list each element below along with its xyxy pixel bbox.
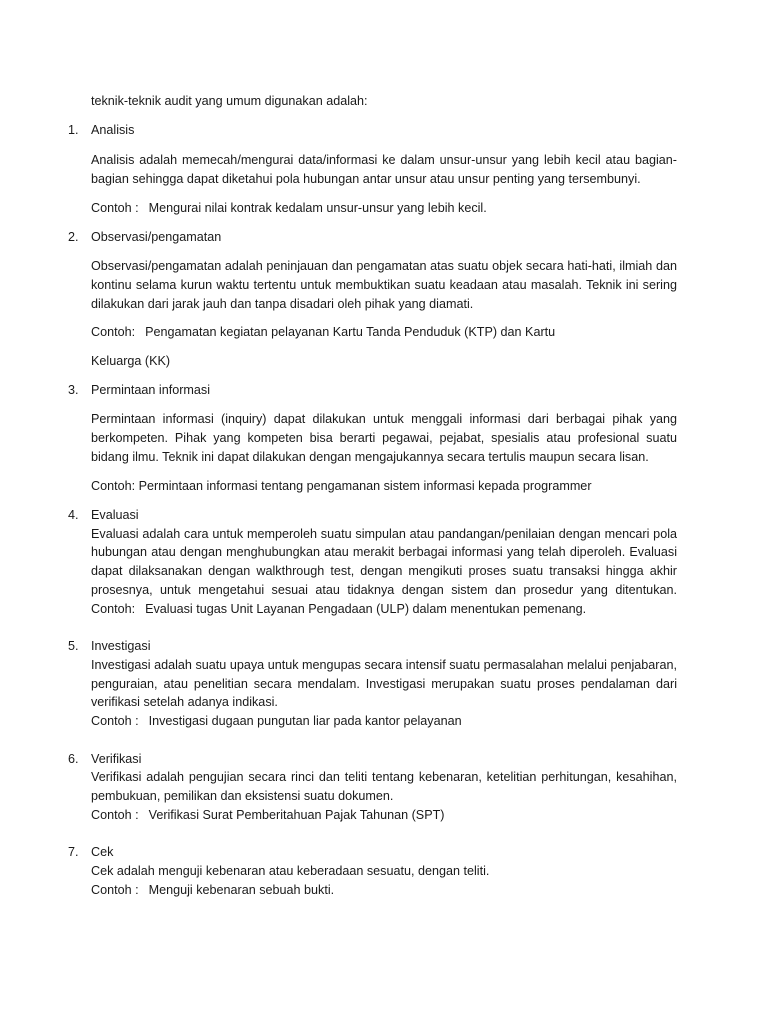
section-heading: Verifikasi	[91, 752, 142, 766]
example-line	[91, 712, 462, 731]
example-text: Menguji kebenaran sebuah bukti.	[148, 883, 335, 897]
paragraph-line: prosesnya, untuk mengetahui sesuai atau tidaknya dengan sistem dan prosedur yang ditentukan.	[91, 583, 677, 597]
example-label: Contoh :	[91, 714, 139, 728]
section-heading: Investigasi	[91, 639, 151, 653]
example-continuation: Keluarga (KK)	[91, 354, 171, 368]
example-label: Contoh:	[91, 325, 136, 339]
example-line	[91, 199, 487, 218]
example-text: Mengurai nilai kontrak kedalam unsur-unsur yang lebih kecil.	[148, 201, 487, 215]
example-line	[91, 600, 586, 619]
paragraph-line: kontinu selama kurun waktu tertentu untuk membuktikan suatu keadaan atau masalah. Teknik ini sering	[91, 278, 677, 292]
section-number: 3.	[68, 383, 79, 397]
example-label: Contoh:	[91, 602, 136, 616]
section-number: 6.	[68, 752, 79, 766]
example-label: Contoh :	[91, 883, 139, 897]
example-label: Contoh :	[91, 201, 139, 215]
paragraph-line: Permintaan informasi (inquiry) dapat dilakukan untuk menggali informasi dari berbagai pihak yang	[91, 412, 677, 426]
paragraph-line: hubungan atau dengan menghubungkan atau merakit berbagai informasi yang telah diperoleh. Evaluasi	[91, 545, 677, 559]
example-line	[91, 806, 445, 825]
example-text: Investigasi dugaan pungutan liar pada kantor pelayanan	[148, 714, 462, 728]
example-line	[91, 881, 334, 900]
paragraph-line: Cek adalah menguji kebenaran atau keberadaan sesuatu, dengan teliti.	[91, 864, 490, 878]
section-number: 4.	[68, 508, 79, 522]
section-heading: Observasi/pengamatan	[91, 230, 222, 244]
example-label: Contoh :	[91, 808, 139, 822]
example-line: Contoh: Permintaan informasi tentang pengamanan sistem informasi kepada programmer	[91, 479, 592, 493]
section-number: 2.	[68, 230, 79, 244]
example-text: Verifikasi Surat Pemberitahuan Pajak Tahunan (SPT)	[148, 808, 445, 822]
section-number: 1.	[68, 123, 79, 137]
intro-text: teknik-teknik audit yang umum digunakan adalah:	[91, 94, 368, 108]
example-line	[91, 323, 555, 342]
paragraph-line: bagian sehingga dapat diketahui pola hubungan antar unsur atau unsur penting yang tersembunyi.	[91, 172, 641, 186]
paragraph-line: pembukuan, pemilikan dan eksistensi suatu dokumen.	[91, 789, 394, 803]
paragraph-line: dapat dilaksanakan dengan walkthrough test, dengan mengikuti proses suatu transaksi hingga akhir	[91, 564, 677, 578]
paragraph-line: Investigasi adalah suatu upaya untuk mengupas secara intensif suatu permasalahan melalui penjabaran,	[91, 658, 677, 672]
paragraph-line: Evaluasi adalah cara untuk memperoleh suatu simpulan atau pandangan/penilaian dengan mencari pola	[91, 527, 677, 541]
paragraph-line: berkompeten. Pihak yang kompeten bisa berarti pegawai, pejabat, spesialis atau profesional suatu	[91, 431, 677, 445]
paragraph-line: verifikasi setelah adanya indikasi.	[91, 695, 278, 709]
section-heading: Permintaan informasi	[91, 383, 210, 397]
paragraph-line: penguraian, atau penelitian secara mendalam. Investigasi merupakan suatu proses pendalaman dari	[91, 677, 677, 691]
section-number: 7.	[68, 845, 79, 859]
paragraph-line: Verifikasi adalah pengujian secara rinci dan teliti tentang kebenaran, ketelitian perhitungan, kesahihan,	[91, 770, 677, 784]
paragraph-line: Observasi/pengamatan adalah peninjauan dan pengamatan atas suatu objek secara hati-hati, ilmiah dan	[91, 259, 677, 273]
paragraph-line: Analisis adalah memecah/mengurai data/informasi ke dalam unsur-unsur yang lebih kecil atau bagian-	[91, 153, 677, 167]
section-heading: Analisis	[91, 123, 135, 137]
section-number: 5.	[68, 639, 79, 653]
example-text: Pengamatan kegiatan pelayanan Kartu Tanda Penduduk (KTP) dan Kartu	[145, 325, 556, 339]
paragraph-line: dilakukan dari jarak jauh dan tanpa disadari oleh pihak yang diamati.	[91, 297, 474, 311]
section-heading: Cek	[91, 845, 114, 859]
example-text: Evaluasi tugas Unit Layanan Pengadaan (ULP) dalam menentukan pemenang.	[145, 602, 587, 616]
section-heading: Evaluasi	[91, 508, 139, 522]
paragraph-line: bidang ilmu. Teknik ini dapat dilakukan dengan mengajukannya secara tertulis maupun secara lisan.	[91, 450, 649, 464]
